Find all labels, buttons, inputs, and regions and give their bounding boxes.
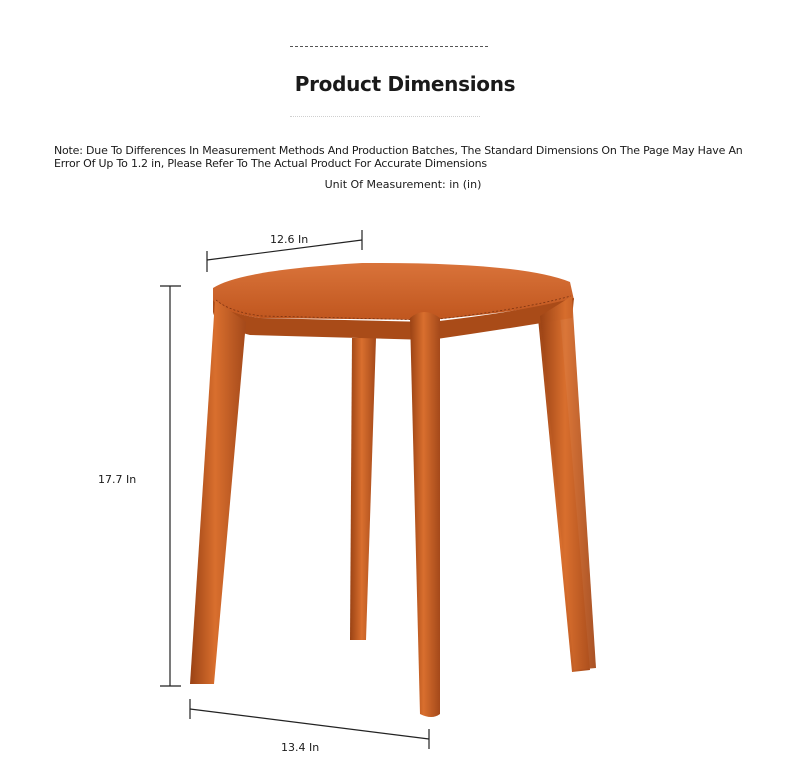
height-label: 17.7 In	[98, 473, 137, 486]
top-width-label: 12.6 In	[270, 233, 309, 246]
front-center-leg	[410, 312, 440, 717]
base-width-label: 13.4 In	[281, 741, 320, 754]
unit-of-measurement: Unit Of Measurement: in (in)	[324, 178, 482, 191]
front-left-leg	[190, 300, 246, 684]
measurement-note: Note: Due To Differences In Measurement Methods And Production Batches, The Standard Dimensions On The Page May Have An Error Of Up To 1.2 in, Please Refer To The Actual Product For Accurate Dimensions	[54, 144, 743, 170]
height-dimension-line	[160, 286, 181, 686]
page-title: Product Dimensions	[294, 72, 516, 96]
back-center-leg	[350, 338, 376, 640]
